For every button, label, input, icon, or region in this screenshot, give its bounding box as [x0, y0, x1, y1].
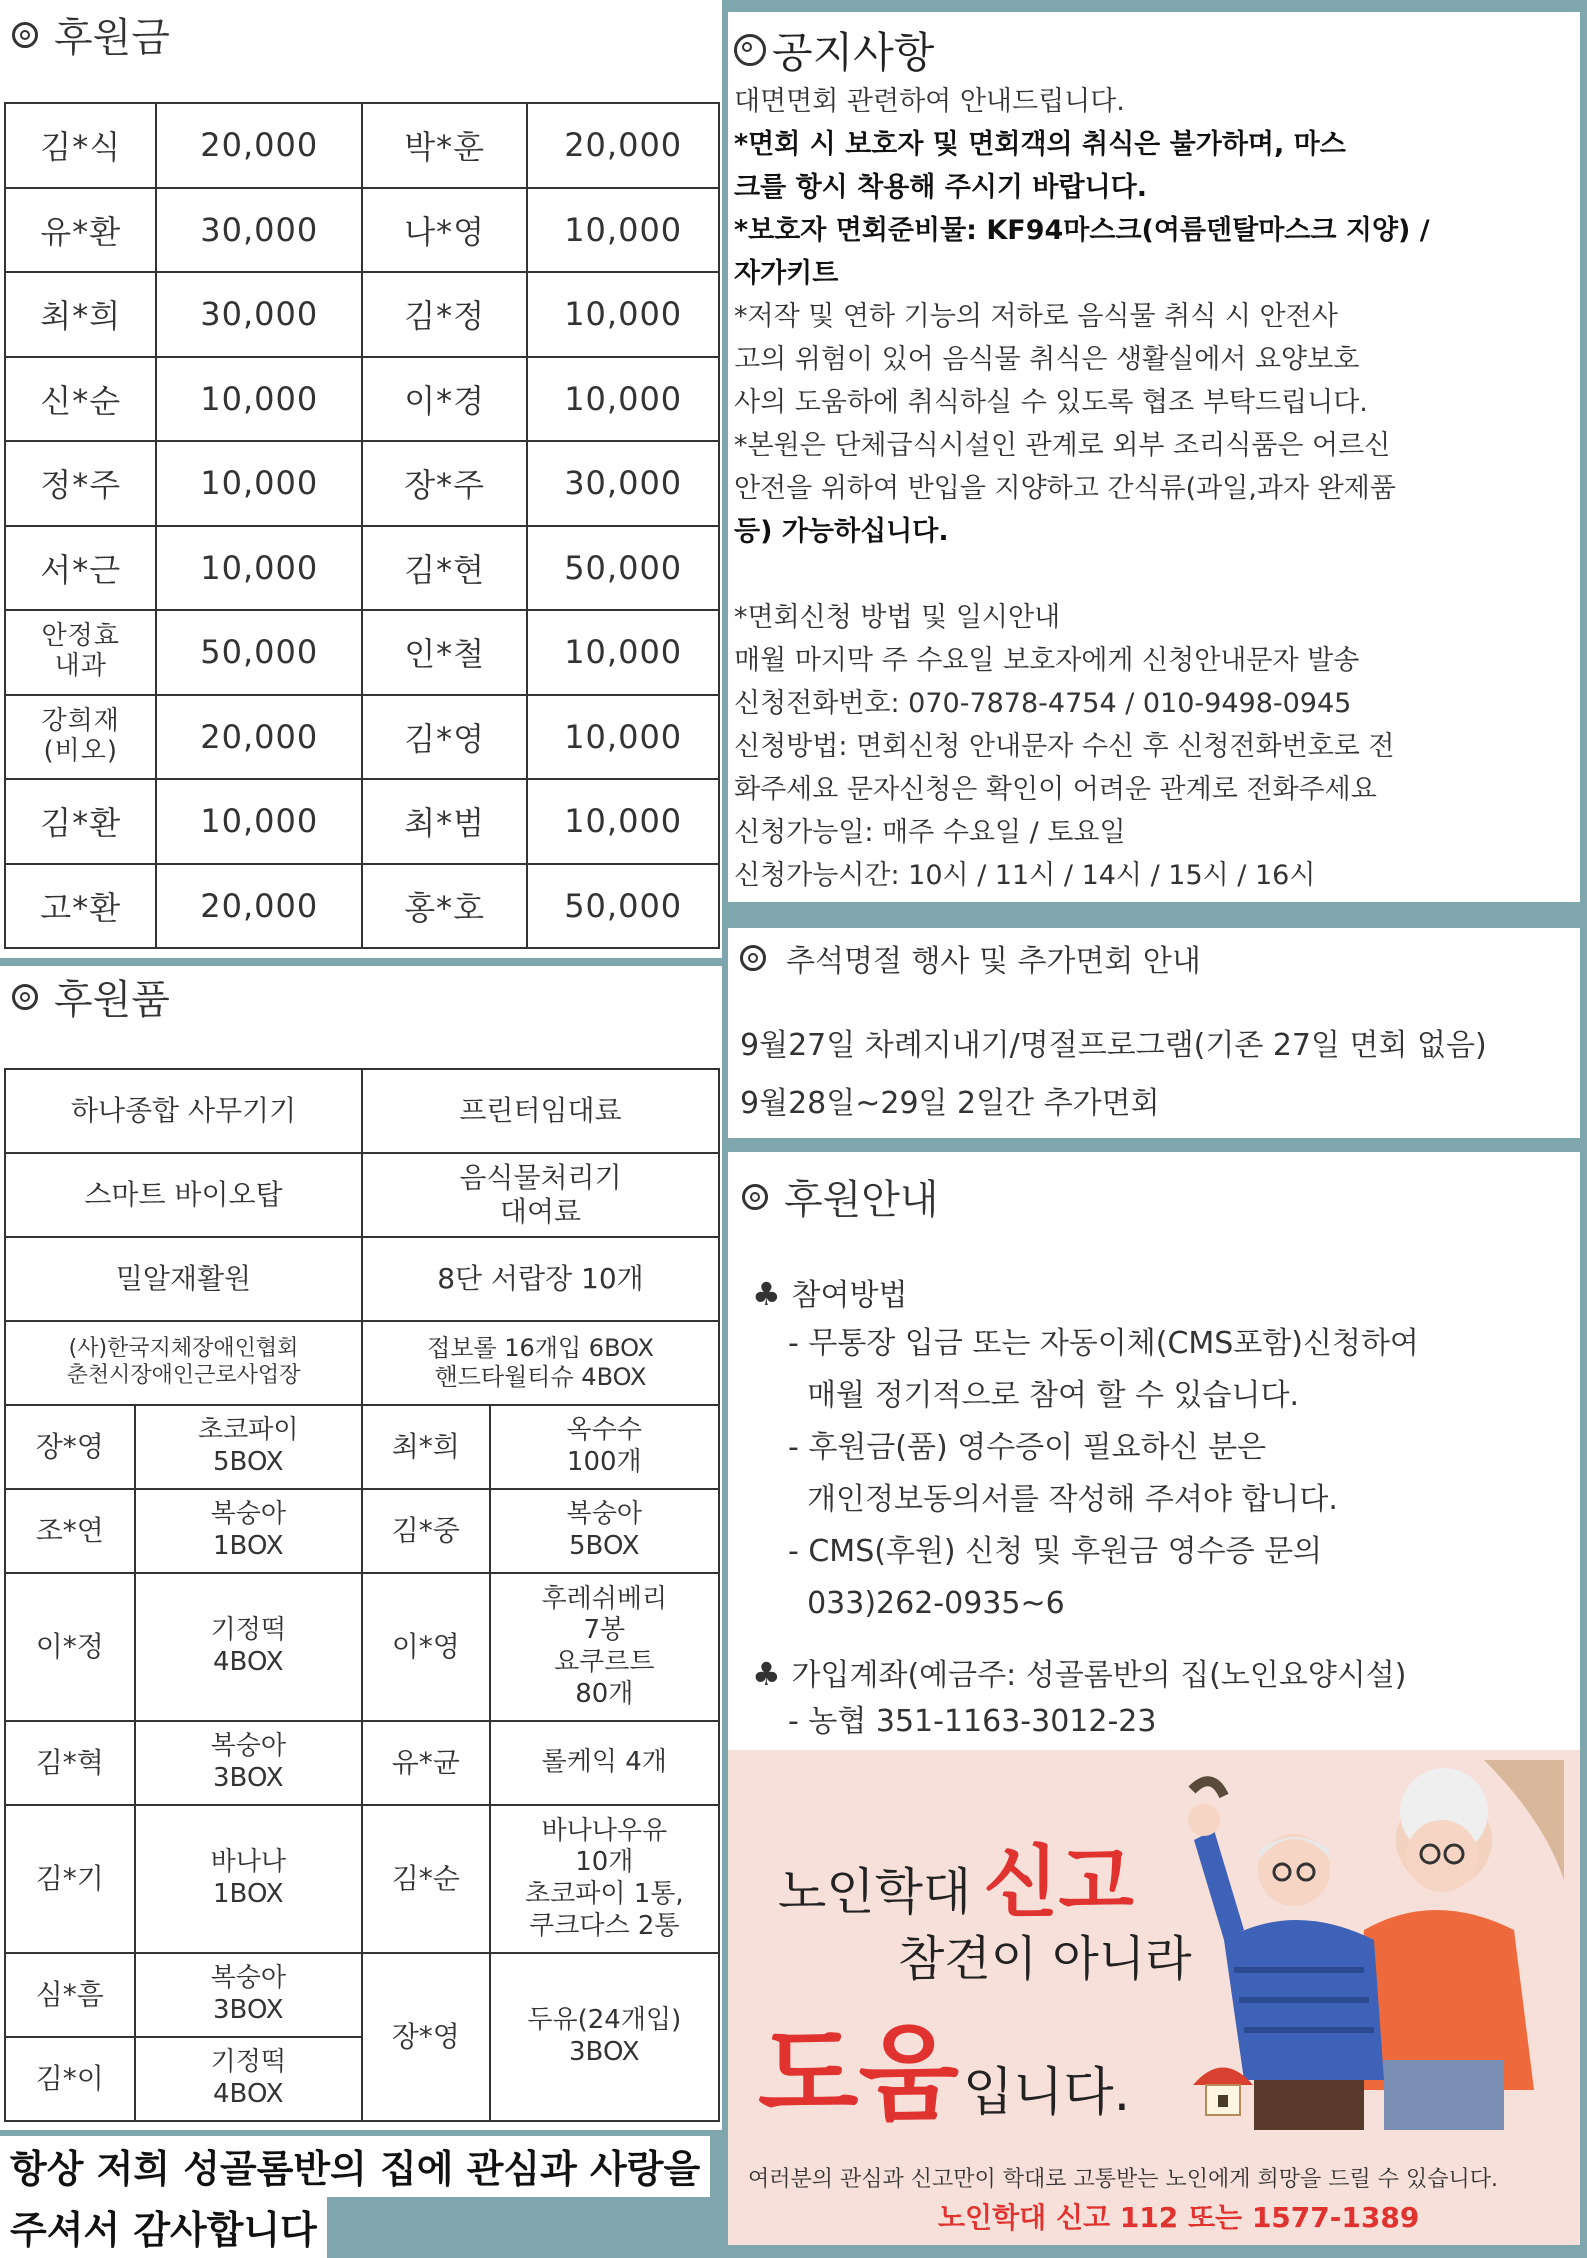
donated-item: 바나나우유 10개 초코파이 1통, 쿠크다스 2통 — [490, 1805, 719, 1953]
donated-item: 복숭아 3BOX — [135, 1721, 362, 1805]
table-row — [5, 610, 719, 695]
table-row — [5, 1953, 719, 2037]
double-circle-icon — [740, 945, 766, 971]
table-row — [5, 1573, 719, 1721]
thanks-line-1: 항상 저희 성골롬반의 집에 관심과 사랑을 — [0, 2136, 710, 2197]
double-circle-icon — [12, 984, 38, 1010]
table-row — [5, 1153, 719, 1237]
notice-body — [734, 80, 1576, 897]
donated-item: 기정떡 4BOX — [135, 1573, 362, 1721]
table-row — [5, 695, 719, 780]
donor-name: 김*환 — [5, 779, 156, 864]
goods-table — [4, 1068, 720, 2122]
donated-item: 바나나 1BOX — [135, 1805, 362, 1953]
table-row — [5, 357, 719, 442]
poster-line-a: 노인학대 신고 — [778, 1838, 1134, 1928]
thanks-message — [0, 2136, 710, 2258]
donated-item: 접보롤 16개입 6BOX 핸드타월티슈 4BOX — [362, 1321, 719, 1405]
double-circle-icon — [12, 22, 38, 48]
notice-line: 신청방법: 면회신청 안내문자 수신 후 신청전화번호로 전 — [734, 731, 1395, 762]
notice-line: 고의 위험이 있어 음식물 취식은 생활실에서 요양보호 — [734, 344, 1360, 375]
table-row — [5, 1405, 719, 1489]
notice-line: *보호자 면회준비물: KF94마스크(여름덴탈마스크 지양) / — [734, 215, 1430, 246]
donor-name: 밀알재활원 — [5, 1237, 362, 1321]
notice-title: 공지사항 — [734, 20, 934, 80]
donated-item: 복숭아 1BOX — [135, 1489, 362, 1573]
donated-item: 8단 서랍장 10개 — [362, 1237, 719, 1321]
donor-name: 장*영 — [362, 1953, 490, 2121]
guide-line: 033)262-0935~6 — [788, 1586, 1065, 1621]
guide-panel — [728, 1152, 1580, 1750]
table-row — [5, 272, 719, 357]
table-row — [5, 1489, 719, 1573]
guide-title: 후원안내 — [742, 1168, 939, 1225]
guide-line: - 후원금(품) 영수증이 필요하신 분은 — [788, 1430, 1267, 1465]
table-row — [5, 441, 719, 526]
donated-item: 복숭아 5BOX — [490, 1489, 719, 1573]
donated-item: 옥수수 100개 — [490, 1405, 719, 1489]
donation-amount: 50,000 — [527, 864, 719, 949]
donor-name: 이*경 — [362, 357, 527, 442]
guide-line: - 무통장 입금 또는 자동이체(CMS포함)신청하여 — [788, 1326, 1419, 1361]
donated-item: 음식물처리기 대여료 — [362, 1153, 719, 1237]
donor-name: 장*영 — [5, 1405, 135, 1489]
donor-name: 김*기 — [5, 1805, 135, 1953]
donor-name: 김*혁 — [5, 1721, 135, 1805]
donor-name: (사)한국지체장애인협회 춘천시장애인근로사업장 — [5, 1321, 362, 1405]
donor-name: 유*환 — [5, 188, 156, 273]
notice-line: 등) 가능하십니다. — [734, 516, 949, 547]
donation-amount: 10,000 — [156, 526, 362, 611]
donation-amount: 20,000 — [527, 103, 719, 188]
donation-amount: 10,000 — [156, 357, 362, 442]
guide-body — [788, 1318, 1419, 1630]
donor-name: 하나종합 사무기기 — [5, 1069, 362, 1153]
donor-name: 심*흠 — [5, 1953, 135, 2037]
donor-name: 이*영 — [362, 1573, 490, 1721]
table-row — [5, 864, 719, 949]
table-row — [5, 1805, 719, 1953]
guide-account: - 농협 351-1163-3012-23 — [788, 1704, 1157, 1739]
donations-table-body — [5, 103, 719, 948]
donor-name: 안정효 내과 — [5, 610, 156, 695]
notice-line: *면회신청 방법 및 일시안내 — [734, 602, 1061, 633]
donated-item: 복숭아 3BOX — [135, 1953, 362, 2037]
donations-table — [4, 102, 720, 949]
guide-account-label: ♣ 가입계좌(예금주: 성골롬반의 집(노인요양시설) — [752, 1648, 1406, 1702]
donated-item: 후레쉬베리 7봉 요쿠르트 80개 — [490, 1573, 719, 1721]
donation-amount: 10,000 — [527, 779, 719, 864]
donation-amount: 10,000 — [156, 779, 362, 864]
donor-name: 신*순 — [5, 357, 156, 442]
donor-name: 조*연 — [5, 1489, 135, 1573]
donations-panel — [0, 0, 722, 958]
table-row — [5, 1721, 719, 1805]
double-circle-icon — [742, 1184, 768, 1210]
notice-line — [734, 553, 1576, 596]
notice-line: 신청전화번호: 070-7878-4754 / 010-9498-0945 — [734, 688, 1352, 719]
donation-amount: 50,000 — [156, 610, 362, 695]
donation-amount: 30,000 — [156, 188, 362, 273]
chuseok-title: 추석명절 행사 및 추가면회 안내 — [740, 936, 1201, 980]
goods-table-body — [5, 1069, 719, 2121]
donor-name: 강희재 (비오) — [5, 695, 156, 780]
donation-amount: 50,000 — [527, 526, 719, 611]
donations-title: 후원금 — [12, 6, 170, 63]
donor-name: 홍*호 — [362, 864, 527, 949]
guide-line: - CMS(후원) 신청 및 후원금 영수증 문의 — [788, 1534, 1323, 1569]
abuse-report-poster — [728, 1750, 1580, 2245]
donor-name: 김*중 — [362, 1489, 490, 1573]
donor-name: 고*환 — [5, 864, 156, 949]
donor-name: 서*근 — [5, 526, 156, 611]
donor-name: 김*현 — [362, 526, 527, 611]
donation-amount: 30,000 — [156, 272, 362, 357]
donor-name: 김*이 — [5, 2037, 135, 2121]
donor-name: 최*범 — [362, 779, 527, 864]
donation-amount: 10,000 — [527, 610, 719, 695]
donor-name: 최*희 — [362, 1405, 490, 1489]
poster-line-b: 참견이 아니라 — [898, 1931, 1192, 1987]
thanks-line-2: 주셔서 감사합니다 — [0, 2197, 327, 2258]
mushroom-house-icon — [1188, 2050, 1258, 2120]
poster-caption: 여러분의 관심과 신고만이 학대로 고통받는 노인에게 희망을 드릴 수 있습니다. — [748, 2167, 1498, 2192]
donation-amount: 10,000 — [156, 441, 362, 526]
donor-name: 정*주 — [5, 441, 156, 526]
donated-item: 두유(24개입) 3BOX — [490, 1953, 719, 2121]
donor-name: 박*훈 — [362, 103, 527, 188]
chuseok-panel — [728, 928, 1580, 1138]
table-row — [5, 779, 719, 864]
donation-amount: 20,000 — [156, 695, 362, 780]
donation-amount: 10,000 — [527, 272, 719, 357]
donated-item: 롤케익 4개 — [490, 1721, 719, 1805]
table-row — [5, 188, 719, 273]
notice-line: *본원은 단체급식시설인 관계로 외부 조리식품은 어르신 — [734, 430, 1391, 461]
donor-name: 김*식 — [5, 103, 156, 188]
table-row — [5, 1321, 719, 1405]
donation-amount: 10,000 — [527, 188, 719, 273]
donor-name: 장*주 — [362, 441, 527, 526]
notice-line: 사의 도움하에 취식하실 수 있도록 협조 부탁드립니다. — [734, 387, 1368, 418]
chuseok-line-1: 9월27일 차례지내기/명절프로그램(기존 27일 면회 없음) — [740, 1028, 1487, 1063]
notice-line: 신청가능일: 매주 수요일 / 토요일 — [734, 817, 1126, 848]
table-row — [5, 526, 719, 611]
notice-line: 자가키트 — [734, 258, 839, 289]
notice-panel — [728, 12, 1580, 902]
donor-name: 김*정 — [362, 272, 527, 357]
table-row — [5, 1237, 719, 1321]
donated-item: 기정떡 4BOX — [135, 2037, 362, 2121]
poster-line-c: 도움 입니다. — [758, 2013, 1131, 2135]
notice-line: *저작 및 연하 기능의 저하로 음식물 취식 시 안전사 — [734, 301, 1338, 332]
donor-name: 김*순 — [362, 1805, 490, 1953]
donor-name: 김*영 — [362, 695, 527, 780]
goods-panel — [0, 966, 722, 2130]
notice-line: 대면면회 관련하여 안내드립니다. — [734, 86, 1125, 117]
table-row — [5, 103, 719, 188]
guide-line: 매월 정기적으로 참여 할 수 있습니다. — [788, 1378, 1299, 1413]
club-icon: ♣ — [752, 1275, 781, 1313]
donation-amount: 20,000 — [156, 864, 362, 949]
donation-amount: 10,000 — [527, 357, 719, 442]
donor-name: 이*정 — [5, 1573, 135, 1721]
table-row — [5, 1069, 719, 1153]
donation-amount: 10,000 — [527, 695, 719, 780]
donor-name: 나*영 — [362, 188, 527, 273]
donor-name: 최*희 — [5, 272, 156, 357]
chuseok-line-2: 9월28일~29일 2일간 추가면회 — [740, 1086, 1160, 1121]
donor-name: 인*철 — [362, 610, 527, 695]
notice-line: 크를 항시 착용해 주시기 바랍니다. — [734, 172, 1148, 203]
double-circle-icon — [734, 34, 766, 66]
guide-method-label: ♣ 참여방법 — [752, 1268, 907, 1322]
notice-line: 화주세요 문자신청은 확인이 어려운 관계로 전화주세요 — [734, 774, 1377, 805]
donation-amount: 30,000 — [527, 441, 719, 526]
donor-name: 유*균 — [362, 1721, 490, 1805]
donated-item: 초코파이 5BOX — [135, 1405, 362, 1489]
notice-line: 안전을 위하여 반입을 지양하고 간식류(과일,과자 완제품 — [734, 473, 1396, 504]
notice-line: 매월 마지막 주 수요일 보호자에게 신청안내문자 발송 — [734, 645, 1360, 676]
notice-line: *면회 시 보호자 및 면회객의 취식은 불가하며, 마스 — [734, 129, 1346, 160]
donated-item: 프린터임대료 — [362, 1069, 719, 1153]
notice-line: 신청가능시간: 10시 / 11시 / 14시 / 15시 / 16시 — [734, 860, 1316, 891]
guide-line: 개인정보동의서를 작성해 주셔야 합니다. — [788, 1482, 1338, 1517]
donation-amount: 20,000 — [156, 103, 362, 188]
club-icon: ♣ — [752, 1655, 781, 1693]
goods-title: 후원품 — [12, 968, 170, 1025]
donor-name: 스마트 바이오탑 — [5, 1153, 362, 1237]
poster-hotline: 노인학대 신고 112 또는 1577-1389 — [938, 2201, 1420, 2234]
